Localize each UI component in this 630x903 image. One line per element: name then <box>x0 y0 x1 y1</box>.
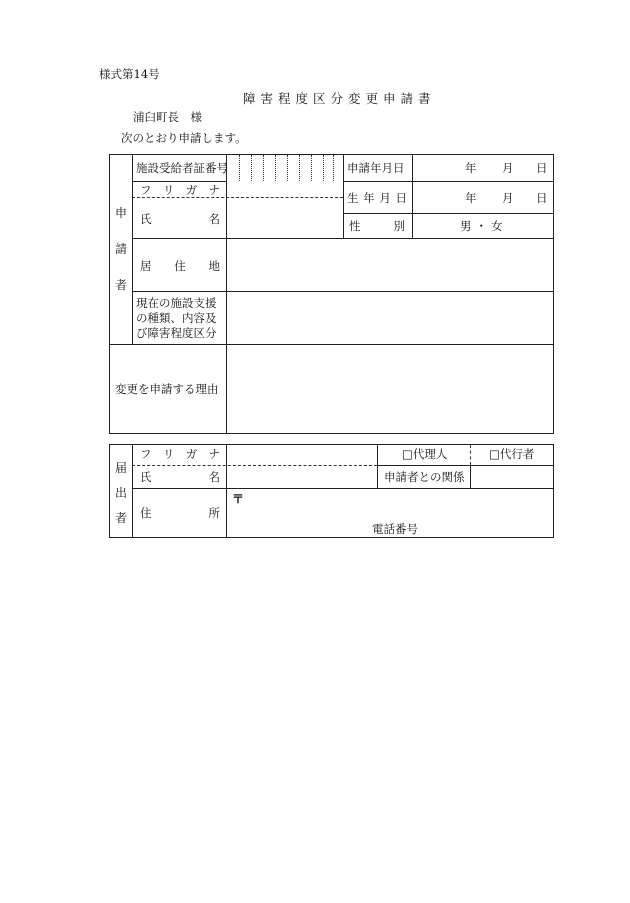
sex-options: 男・女 <box>460 219 507 233</box>
intro-text: 次のとおり申請します。 <box>121 131 247 145</box>
document-title: 障害程度区分変更申請書 <box>243 91 436 106</box>
applicant-furigana-label: フ リ ガ ナ <box>140 183 220 197</box>
facility-id-label: 施設受給者証番号 <box>136 161 228 175</box>
reason-label: 変更を申請する理由 <box>115 382 219 396</box>
form-number: 様式第14号 <box>99 67 160 81</box>
submitter-address-label: 住 所 <box>140 506 220 520</box>
addressee: 浦臼町長 様 <box>133 110 202 124</box>
residence-label: 居 住 地 <box>140 259 220 273</box>
submitter-name-label: 氏 名 <box>140 470 220 484</box>
submitter-furigana-label: フ リ ガ ナ <box>140 447 220 461</box>
relation-label: 申請者との関係 <box>384 470 465 484</box>
applicant-name-label: 氏 名 <box>140 212 220 226</box>
phone-label: 電話番号 <box>372 522 418 536</box>
agent-checkbox[interactable]: □代理人 <box>402 447 448 461</box>
birth-date-label: 生 年 月 日 <box>347 191 407 205</box>
sex-label: 性 別 <box>349 219 405 233</box>
postal-mark: 〒 <box>232 492 245 506</box>
proxy-checkbox[interactable]: □代行者 <box>489 447 535 461</box>
application-date-label: 申請年月日 <box>347 161 405 175</box>
